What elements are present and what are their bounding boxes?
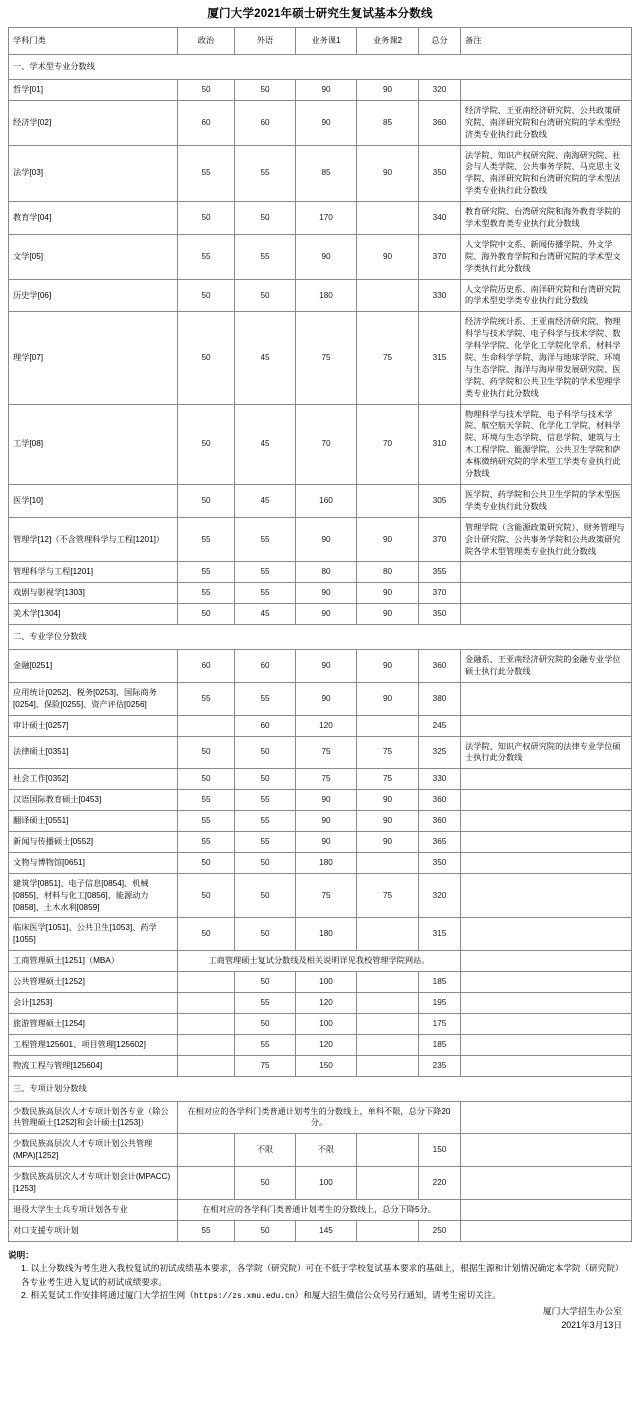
cell-remark: 人文学院中文系、新闻传播学院、外文学院、海外教育学院和台湾研究院的学术型文学类执行此分数线 (461, 234, 632, 279)
cell-remark: 金融系、王亚南经济研究院的金融专业学位硕士执行此分数线 (461, 650, 632, 683)
section-label: 二、专业学位分数线 (9, 625, 632, 650)
cell-total: 360 (419, 790, 461, 811)
cell-remark (461, 1220, 632, 1241)
cell-remark (461, 972, 632, 993)
table-row (9, 604, 632, 625)
cell-remark (461, 562, 632, 583)
signature-block (8, 1305, 632, 1332)
cell-business2: 90 (357, 80, 419, 101)
cell-total: 370 (419, 583, 461, 604)
cell-business1: 不限 (296, 1134, 357, 1167)
cell-business1: 160 (296, 484, 357, 517)
cell-foreign-language: 55 (235, 992, 296, 1013)
cell-remark: 物理科学与技术学院、电子科学与技术学院、航空航天学院、化学化工学院、材料学院、环境与生态学院、信息学院、建筑与土木工程学院、能源学院、公共卫生学院和萨本栋微纳研究院的学术型工学类专业执行此分数线 (461, 404, 632, 484)
cell-business2 (357, 1134, 419, 1167)
cell-foreign-language: 50 (235, 1013, 296, 1034)
cell-remark (461, 992, 632, 1013)
cell-business1: 100 (296, 1013, 357, 1034)
admissions-website-url: https://zs.xmu.edu.cn (193, 1292, 295, 1302)
table-row (9, 1101, 632, 1134)
cell-discipline: 工学[08] (9, 404, 178, 484)
table-row (9, 100, 632, 145)
cell-politics: 55 (178, 517, 235, 562)
cell-remark: 经济学院统计系、王亚南经济研究院、物理科学与技术学院、电子科学与技术学院、数学科学学院、化学化工学院化学系、材料学院、生命科学学院、海洋与地球学院、环境与生态学院、海洋与海岸带发展研究院、医学院、药学院和公共卫生学院的学术型理学类专业执行此分数线 (461, 312, 632, 404)
cell-discipline: 应用统计[0252]、税务[0253]、国际商务[0254]、保险[0255]、资产评估[0256] (9, 682, 178, 715)
cell-politics: 50 (178, 202, 235, 235)
cell-foreign-language: 55 (235, 811, 296, 832)
notes-block (8, 1249, 632, 1333)
cell-total: 195 (419, 992, 461, 1013)
cell-business2: 90 (357, 811, 419, 832)
table-row (9, 279, 632, 312)
cell-remark (461, 715, 632, 736)
section-label: 一、学术型专业分数线 (9, 55, 632, 80)
cell-total: 370 (419, 234, 461, 279)
cell-politics: 55 (178, 1220, 235, 1241)
table-row (9, 715, 632, 736)
cell-business2: 90 (357, 650, 419, 683)
cell-total: 330 (419, 769, 461, 790)
table-row (9, 562, 632, 583)
signature-office: 厦门大学招生办公室 (542, 1306, 622, 1317)
cell-business1: 170 (296, 202, 357, 235)
cell-discipline: 工程管理125601、项目管理[125602] (9, 1034, 178, 1055)
cell-remark: 法学院、知识产权研究院的法律专业学位硕士执行此分数线 (461, 736, 632, 769)
cell-foreign-language: 60 (235, 100, 296, 145)
cell-politics: 55 (178, 831, 235, 852)
cell-remark (461, 1055, 632, 1076)
cell-remark: 医学院、药学院和公共卫生学院的学术型医学类专业执行此分数线 (461, 484, 632, 517)
cell-politics: 50 (178, 918, 235, 951)
table-row (9, 145, 632, 202)
cell-politics: 50 (178, 769, 235, 790)
cell-business2 (357, 202, 419, 235)
cell-business2 (357, 715, 419, 736)
cell-discipline: 医学[10] (9, 484, 178, 517)
cell-business2: 90 (357, 145, 419, 202)
cell-business1: 85 (296, 145, 357, 202)
notes-title: 说明： (8, 1249, 34, 1260)
cell-discipline: 对口支援专项计划 (9, 1220, 178, 1241)
table-row (9, 992, 632, 1013)
cell-total: 245 (419, 715, 461, 736)
cell-business1: 180 (296, 918, 357, 951)
cell-merged-note: 在相对应的各学科门类普通计划考生的分数线上，总分下降5分。 (178, 1199, 461, 1220)
cell-foreign-language: 55 (235, 562, 296, 583)
cell-total: 310 (419, 404, 461, 484)
cell-merged-note: 工商管理硕士复试分数线及相关说明详见我校管理学院网站。 (178, 951, 461, 972)
cell-politics: 55 (178, 583, 235, 604)
cell-remark: 教育研究院、台湾研究院和海外教育学院的学术型教育类专业执行此分数线 (461, 202, 632, 235)
table-row (9, 972, 632, 993)
cell-discipline: 理学[07] (9, 312, 178, 404)
cell-total: 340 (419, 202, 461, 235)
cell-business2 (357, 1034, 419, 1055)
table-row (9, 404, 632, 484)
cell-foreign-language: 55 (235, 145, 296, 202)
cell-total: 185 (419, 972, 461, 993)
cell-politics: 60 (178, 100, 235, 145)
cell-total: 315 (419, 918, 461, 951)
cell-foreign-language: 55 (235, 583, 296, 604)
section-header-row (9, 1076, 632, 1101)
table-row (9, 852, 632, 873)
cell-business2: 75 (357, 769, 419, 790)
table-row (9, 736, 632, 769)
score-line-table (8, 27, 632, 1242)
cell-foreign-language: 55 (235, 1034, 296, 1055)
cell-discipline: 经济学[02] (9, 100, 178, 145)
cell-total: 325 (419, 736, 461, 769)
cell-business2 (357, 972, 419, 993)
table-header-row (9, 28, 632, 55)
cell-discipline: 教育学[04] (9, 202, 178, 235)
cell-business2 (357, 1055, 419, 1076)
column-header-politics: 政治 (178, 28, 235, 55)
cell-politics: 50 (178, 312, 235, 404)
cell-business1: 90 (296, 234, 357, 279)
cell-business2: 90 (357, 604, 419, 625)
cell-discipline: 少数民族高层次人才专项计划会计(MPACC)[1253] (9, 1167, 178, 1200)
cell-business1: 75 (296, 736, 357, 769)
cell-business2: 75 (357, 873, 419, 918)
cell-discipline: 新闻与传播硕士[0552] (9, 831, 178, 852)
cell-business1: 90 (296, 811, 357, 832)
cell-remark (461, 918, 632, 951)
cell-business2: 80 (357, 562, 419, 583)
table-row (9, 1134, 632, 1167)
cell-discipline: 会计[1253] (9, 992, 178, 1013)
cell-politics: 50 (178, 736, 235, 769)
table-row (9, 1199, 632, 1220)
column-header-business2: 业务课2 (357, 28, 419, 55)
table-row (9, 517, 632, 562)
cell-foreign-language: 55 (235, 682, 296, 715)
table-row (9, 202, 632, 235)
cell-business2 (357, 1167, 419, 1200)
cell-business2 (357, 279, 419, 312)
cell-business1: 100 (296, 972, 357, 993)
cell-total: 305 (419, 484, 461, 517)
cell-discipline: 金融[0251] (9, 650, 178, 683)
cell-discipline: 哲学[01] (9, 80, 178, 101)
cell-politics (178, 992, 235, 1013)
cell-business1: 120 (296, 715, 357, 736)
cell-remark (461, 80, 632, 101)
section-label: 三、专项计划分数线 (9, 1076, 632, 1101)
cell-remark (461, 583, 632, 604)
cell-remark (461, 1199, 632, 1220)
cell-politics: 50 (178, 873, 235, 918)
cell-discipline: 社会工作[0352] (9, 769, 178, 790)
cell-total: 220 (419, 1167, 461, 1200)
cell-total: 350 (419, 604, 461, 625)
cell-politics: 50 (178, 604, 235, 625)
cell-business2: 90 (357, 234, 419, 279)
column-header-foreign-language: 外语 (235, 28, 296, 55)
cell-business1: 80 (296, 562, 357, 583)
cell-foreign-language: 60 (235, 715, 296, 736)
cell-foreign-language: 50 (235, 972, 296, 993)
cell-politics: 50 (178, 852, 235, 873)
cell-politics: 50 (178, 484, 235, 517)
cell-total: 370 (419, 517, 461, 562)
cell-total: 355 (419, 562, 461, 583)
cell-foreign-language: 55 (235, 517, 296, 562)
cell-total: 380 (419, 682, 461, 715)
cell-discipline: 旅游管理硕士[1254] (9, 1013, 178, 1034)
table-row (9, 1055, 632, 1076)
cell-politics (178, 1034, 235, 1055)
cell-business2: 75 (357, 736, 419, 769)
table-row (9, 484, 632, 517)
cell-politics: 55 (178, 562, 235, 583)
table-row (9, 1013, 632, 1034)
table-row (9, 831, 632, 852)
cell-discipline: 法律硕士[0351] (9, 736, 178, 769)
table-row (9, 80, 632, 101)
column-header-discipline: 学科门类 (9, 28, 178, 55)
cell-foreign-language: 55 (235, 790, 296, 811)
cell-business2: 90 (357, 831, 419, 852)
cell-discipline: 公共管理硕士[1252] (9, 972, 178, 993)
cell-discipline: 管理科学与工程[1201] (9, 562, 178, 583)
cell-discipline: 文学[05] (9, 234, 178, 279)
table-row (9, 951, 632, 972)
cell-politics: 55 (178, 682, 235, 715)
signature-date: 2021年3月13日 (561, 1320, 622, 1331)
cell-total: 350 (419, 145, 461, 202)
cell-business1: 90 (296, 790, 357, 811)
table-row (9, 790, 632, 811)
cell-foreign-language: 55 (235, 831, 296, 852)
cell-discipline: 历史学[06] (9, 279, 178, 312)
cell-foreign-language: 50 (235, 769, 296, 790)
cell-remark (461, 682, 632, 715)
cell-foreign-language: 50 (235, 202, 296, 235)
cell-business1: 120 (296, 1034, 357, 1055)
cell-politics (178, 1167, 235, 1200)
cell-total: 360 (419, 811, 461, 832)
cell-business1: 180 (296, 852, 357, 873)
cell-remark (461, 873, 632, 918)
table-header (9, 28, 632, 55)
cell-business1: 90 (296, 583, 357, 604)
table-row (9, 1167, 632, 1200)
table-row (9, 1220, 632, 1241)
cell-business2: 85 (357, 100, 419, 145)
cell-foreign-language: 不限 (235, 1134, 296, 1167)
cell-business1: 90 (296, 682, 357, 715)
cell-remark: 人文学院历史系、南洋研究院和台湾研究院的学术型史学类专业执行此分数线 (461, 279, 632, 312)
cell-business2: 90 (357, 583, 419, 604)
cell-business1: 90 (296, 650, 357, 683)
cell-total: 360 (419, 100, 461, 145)
cell-discipline: 文物与博物馆[0651] (9, 852, 178, 873)
cell-remark: 法学院、知识产权研究院、南海研究院、社会与人类学院、公共事务学院、马克思主义学院、南洋研究院和台湾研究院的学术型法学类专业执行此分数线 (461, 145, 632, 202)
cell-politics: 60 (178, 650, 235, 683)
cell-total: 360 (419, 650, 461, 683)
cell-politics: 50 (178, 80, 235, 101)
cell-merged-note: 在相对应的各学科门类普通计划考生的分数线上，单科不限，总分下降20分。 (178, 1101, 461, 1134)
cell-foreign-language: 50 (235, 873, 296, 918)
cell-remark (461, 604, 632, 625)
cell-business2: 90 (357, 790, 419, 811)
table-row (9, 1034, 632, 1055)
cell-politics (178, 972, 235, 993)
cell-business2: 75 (357, 312, 419, 404)
cell-remark (461, 1034, 632, 1055)
cell-politics: 55 (178, 790, 235, 811)
cell-discipline: 少数民族高层次人才专项计划公共管理(MPA)[1252] (9, 1134, 178, 1167)
cell-foreign-language: 45 (235, 484, 296, 517)
cell-foreign-language: 45 (235, 312, 296, 404)
cell-business1: 90 (296, 517, 357, 562)
cell-total: 235 (419, 1055, 461, 1076)
cell-total: 150 (419, 1134, 461, 1167)
cell-total: 175 (419, 1013, 461, 1034)
note-item-1: 1. 以上分数线为考生进入我校复试的初试成绩基本要求，各学院（研究院）可在不低于学校复试基本要求的基础上，根据生源和计划情况确定本学院（研究院）各专业考生进入复试的初试成绩要求。 (21, 1263, 624, 1287)
cell-total: 350 (419, 852, 461, 873)
column-header-total: 总分 (419, 28, 461, 55)
cell-remark: 经济学院、王亚南经济研究院、公共政策研究院、南洋研究院和台湾研究院的学术型经济类专业执行此分数线 (461, 100, 632, 145)
cell-discipline: 美术学[1304] (9, 604, 178, 625)
cell-business2 (357, 918, 419, 951)
cell-business1: 75 (296, 769, 357, 790)
cell-business1: 90 (296, 100, 357, 145)
note-item-2: 2. 相关复试工作安排将通过厦门大学招生网（https://zs.xmu.edu.cn）和厦大招生微信公众号另行通知，请考生密切关注。 (21, 1290, 501, 1302)
cell-politics: 55 (178, 234, 235, 279)
column-header-remark: 备注 (461, 28, 632, 55)
cell-business2: 70 (357, 404, 419, 484)
table-row (9, 811, 632, 832)
cell-business1: 75 (296, 312, 357, 404)
cell-remark (461, 811, 632, 832)
table-row (9, 873, 632, 918)
cell-remark (461, 831, 632, 852)
cell-business2 (357, 1220, 419, 1241)
cell-business1: 180 (296, 279, 357, 312)
cell-total: 185 (419, 1034, 461, 1055)
table-row (9, 769, 632, 790)
section-header-row (9, 625, 632, 650)
cell-total: 315 (419, 312, 461, 404)
table-body (9, 55, 632, 1242)
cell-foreign-language: 50 (235, 918, 296, 951)
cell-discipline: 审计硕士[0257] (9, 715, 178, 736)
cell-foreign-language: 45 (235, 604, 296, 625)
table-row (9, 583, 632, 604)
cell-remark (461, 1167, 632, 1200)
cell-foreign-language: 45 (235, 404, 296, 484)
table-row (9, 650, 632, 683)
cell-foreign-language: 50 (235, 736, 296, 769)
cell-discipline: 管理学[12]（不含管理科学与工程[1201]） (9, 517, 178, 562)
cell-foreign-language: 75 (235, 1055, 296, 1076)
cell-total: 365 (419, 831, 461, 852)
cell-business2 (357, 992, 419, 1013)
cell-remark (461, 790, 632, 811)
cell-business1: 120 (296, 992, 357, 1013)
cell-foreign-language: 50 (235, 80, 296, 101)
cell-foreign-language: 50 (235, 1220, 296, 1241)
cell-politics (178, 1055, 235, 1076)
table-row (9, 918, 632, 951)
cell-politics (178, 1134, 235, 1167)
cell-discipline: 建筑学[0851]、电子信息[0854]、机械[0855]、材料与化工[0856]、能源动力[0858]、土木水利[0859] (9, 873, 178, 918)
cell-business1: 100 (296, 1167, 357, 1200)
cell-foreign-language: 50 (235, 1167, 296, 1200)
cell-remark: 管理学院（含能源政策研究院）、财务管理与会计研究院、公共事务学院和公共政策研究院各学术型管理类专业执行此分数线 (461, 517, 632, 562)
cell-foreign-language: 60 (235, 650, 296, 683)
cell-business1: 90 (296, 80, 357, 101)
table-row (9, 682, 632, 715)
cell-business1: 145 (296, 1220, 357, 1241)
cell-total: 320 (419, 80, 461, 101)
cell-business1: 90 (296, 604, 357, 625)
cell-politics (178, 715, 235, 736)
section-header-row (9, 55, 632, 80)
table-row (9, 312, 632, 404)
table-row (9, 234, 632, 279)
cell-business1: 90 (296, 831, 357, 852)
cell-remark (461, 769, 632, 790)
cell-business1: 75 (296, 873, 357, 918)
cell-business1: 70 (296, 404, 357, 484)
cell-foreign-language: 50 (235, 279, 296, 312)
cell-business1: 150 (296, 1055, 357, 1076)
cell-total: 330 (419, 279, 461, 312)
page-title: 厦门大学2021年硕士研究生复试基本分数线 (207, 8, 433, 20)
cell-discipline: 物流工程与管理[125604] (9, 1055, 178, 1076)
cell-business2: 90 (357, 682, 419, 715)
cell-business2 (357, 852, 419, 873)
cell-discipline: 少数民族高层次人才专项计划各专业（除公共管理硕士[1252]和会计硕士[1253]） (9, 1101, 178, 1134)
cell-politics (178, 1013, 235, 1034)
cell-remark (461, 951, 632, 972)
cell-discipline: 法学[03] (9, 145, 178, 202)
cell-discipline: 戏剧与影视学[1303] (9, 583, 178, 604)
cell-politics: 50 (178, 279, 235, 312)
cell-remark (461, 852, 632, 873)
cell-politics: 55 (178, 145, 235, 202)
cell-politics: 50 (178, 404, 235, 484)
cell-business2 (357, 1013, 419, 1034)
cell-total: 320 (419, 873, 461, 918)
cell-discipline: 汉语国际教育硕士[0453] (9, 790, 178, 811)
cell-discipline: 工商管理硕士[1251]（MBA） (9, 951, 178, 972)
cell-remark (461, 1101, 632, 1134)
cell-remark (461, 1134, 632, 1167)
column-header-business1: 业务课1 (296, 28, 357, 55)
cell-discipline: 翻译硕士[0551] (9, 811, 178, 832)
cell-remark (461, 1013, 632, 1034)
cell-business2: 90 (357, 517, 419, 562)
cell-total: 250 (419, 1220, 461, 1241)
cell-discipline: 退役大学生士兵专项计划各专业 (9, 1199, 178, 1220)
cell-business2 (357, 484, 419, 517)
cell-foreign-language: 55 (235, 234, 296, 279)
cell-politics: 55 (178, 811, 235, 832)
cell-discipline: 临床医学[1051]、公共卫生[1053]、药学[1055] (9, 918, 178, 951)
cell-foreign-language: 50 (235, 852, 296, 873)
